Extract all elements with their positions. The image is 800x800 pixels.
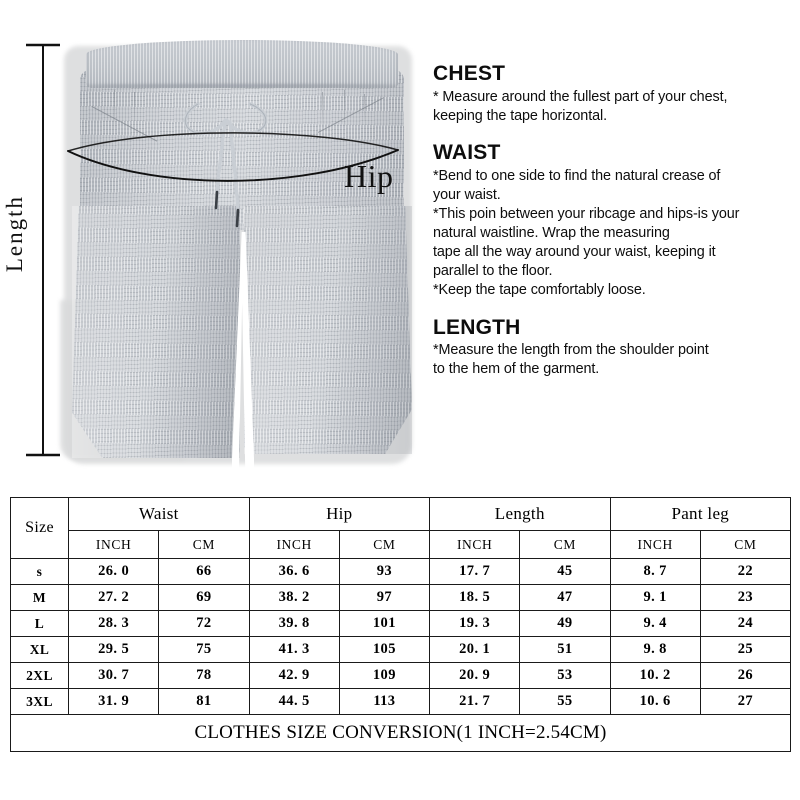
cell-size: L	[11, 611, 69, 637]
cell-size: 3XL	[11, 689, 69, 715]
cell-length-inch: 20. 9	[430, 663, 520, 689]
cell-pantleg-inch: 8. 7	[610, 559, 700, 585]
instruction-line: *This poin between your ribcage and hips-is your	[433, 205, 740, 222]
unit-header-hip-cm: CM	[339, 531, 429, 559]
cell-length-cm: 45	[520, 559, 610, 585]
cell-hip-cm: 113	[339, 689, 429, 715]
cell-waist-cm: 75	[159, 637, 249, 663]
cell-pantleg-cm: 22	[700, 559, 790, 585]
instruction-line: *Measure the length from the shoulder point	[433, 342, 709, 359]
cell-hip-cm: 105	[339, 637, 429, 663]
instruction-heading-waist: WAIST	[433, 140, 501, 164]
cell-hip-inch: 44. 5	[249, 689, 339, 715]
cell-length-inch: 19. 3	[430, 611, 520, 637]
instruction-line: *Keep the tape comfortably loose.	[433, 281, 646, 298]
cell-pantleg-cm: 26	[700, 663, 790, 689]
cell-length-inch: 21. 7	[430, 689, 520, 715]
cell-pantleg-cm: 24	[700, 611, 790, 637]
instruction-block-length	[433, 316, 793, 380]
instruction-heading-chest: CHEST	[433, 62, 506, 85]
instruction-heading-length: LENGTH	[433, 315, 521, 339]
table-head	[11, 498, 791, 559]
cell-pantleg-cm: 25	[700, 637, 790, 663]
instruction-line: * Measure around the fullest part of your chest,	[433, 88, 728, 105]
cell-hip-inch: 39. 8	[249, 611, 339, 637]
instruction-line: your waist.	[433, 186, 501, 203]
column-group-waist: Waist	[69, 498, 250, 531]
unit-header-pantleg-inch: INCH	[610, 531, 700, 559]
instruction-line: keeping the tape horizontal.	[433, 107, 608, 124]
cell-length-cm: 53	[520, 663, 610, 689]
cell-hip-cm: 109	[339, 663, 429, 689]
cell-length-cm: 51	[520, 637, 610, 663]
cell-size: M	[11, 585, 69, 611]
cell-waist-inch: 31. 9	[69, 689, 159, 715]
table-row	[11, 689, 791, 715]
table-group-header-row	[11, 498, 791, 531]
cell-length-cm: 49	[520, 611, 610, 637]
cell-waist-cm: 78	[159, 663, 249, 689]
instruction-line: natural waistline. Wrap the measuring	[433, 224, 670, 241]
cell-waist-cm: 69	[159, 585, 249, 611]
cell-size: XL	[11, 637, 69, 663]
column-header-size: Size	[11, 498, 69, 559]
unit-header-pantleg-cm: CM	[700, 531, 790, 559]
hip-measurement-label: Hip	[344, 158, 394, 194]
cell-pantleg-cm: 23	[700, 585, 790, 611]
cell-waist-inch: 29. 5	[69, 637, 159, 663]
unit-header-waist-inch: INCH	[69, 531, 159, 559]
size-conversion-table	[10, 497, 791, 752]
cell-hip-cm: 97	[339, 585, 429, 611]
instruction-block-waist	[433, 141, 793, 300]
hip-measurement-curve	[0, 0, 460, 260]
cell-hip-cm: 101	[339, 611, 429, 637]
cell-size: 2XL	[11, 663, 69, 689]
table-row	[11, 585, 791, 611]
column-group-pant-leg: Pant leg	[610, 498, 791, 531]
cell-length-cm: 47	[520, 585, 610, 611]
table-row	[11, 637, 791, 663]
cell-waist-inch: 26. 0	[69, 559, 159, 585]
size-conversion-table-wrapper	[10, 497, 790, 752]
table-footer-conversion-note: CLOTHES SIZE CONVERSION(1 INCH=2.54CM)	[11, 715, 791, 752]
cell-pantleg-inch: 10. 6	[610, 689, 700, 715]
cell-hip-inch: 42. 9	[249, 663, 339, 689]
cell-length-inch: 18. 5	[430, 585, 520, 611]
instruction-block-chest	[433, 62, 793, 126]
length-measurement-label: Length	[2, 195, 27, 273]
cell-waist-cm: 66	[159, 559, 249, 585]
column-group-hip: Hip	[249, 498, 430, 531]
cell-length-inch: 20. 1	[430, 637, 520, 663]
cell-hip-inch: 36. 6	[249, 559, 339, 585]
cell-length-inch: 17. 7	[430, 559, 520, 585]
cell-size: s	[11, 559, 69, 585]
column-group-length: Length	[430, 498, 611, 531]
unit-header-length-inch: INCH	[430, 531, 520, 559]
table-footer-row	[11, 715, 791, 752]
cell-hip-inch: 41. 3	[249, 637, 339, 663]
cell-hip-inch: 38. 2	[249, 585, 339, 611]
table-row	[11, 559, 791, 585]
unit-header-hip-inch: INCH	[249, 531, 339, 559]
unit-header-length-cm: CM	[520, 531, 610, 559]
measuring-instructions	[433, 62, 793, 394]
cell-pantleg-inch: 9. 8	[610, 637, 700, 663]
cell-pantleg-inch: 9. 4	[610, 611, 700, 637]
cell-waist-inch: 28. 3	[69, 611, 159, 637]
cell-length-cm: 55	[520, 689, 610, 715]
cell-waist-cm: 72	[159, 611, 249, 637]
cell-waist-cm: 81	[159, 689, 249, 715]
cell-hip-cm: 93	[339, 559, 429, 585]
cell-waist-inch: 27. 2	[69, 585, 159, 611]
cell-pantleg-inch: 9. 1	[610, 585, 700, 611]
table-unit-header-row	[11, 531, 791, 559]
instruction-line: tape all the way around your waist, keeping it	[433, 243, 716, 260]
table-row	[11, 611, 791, 637]
cell-pantleg-inch: 10. 2	[610, 663, 700, 689]
instruction-line: parallel to the floor.	[433, 262, 553, 279]
instruction-line: to the hem of the garment.	[433, 361, 600, 378]
unit-header-waist-cm: CM	[159, 531, 249, 559]
instruction-line: *Bend to one side to find the natural crease of	[433, 167, 721, 184]
table-row	[11, 663, 791, 689]
cell-waist-inch: 30. 7	[69, 663, 159, 689]
table-body	[11, 559, 791, 752]
cell-pantleg-cm: 27	[700, 689, 790, 715]
